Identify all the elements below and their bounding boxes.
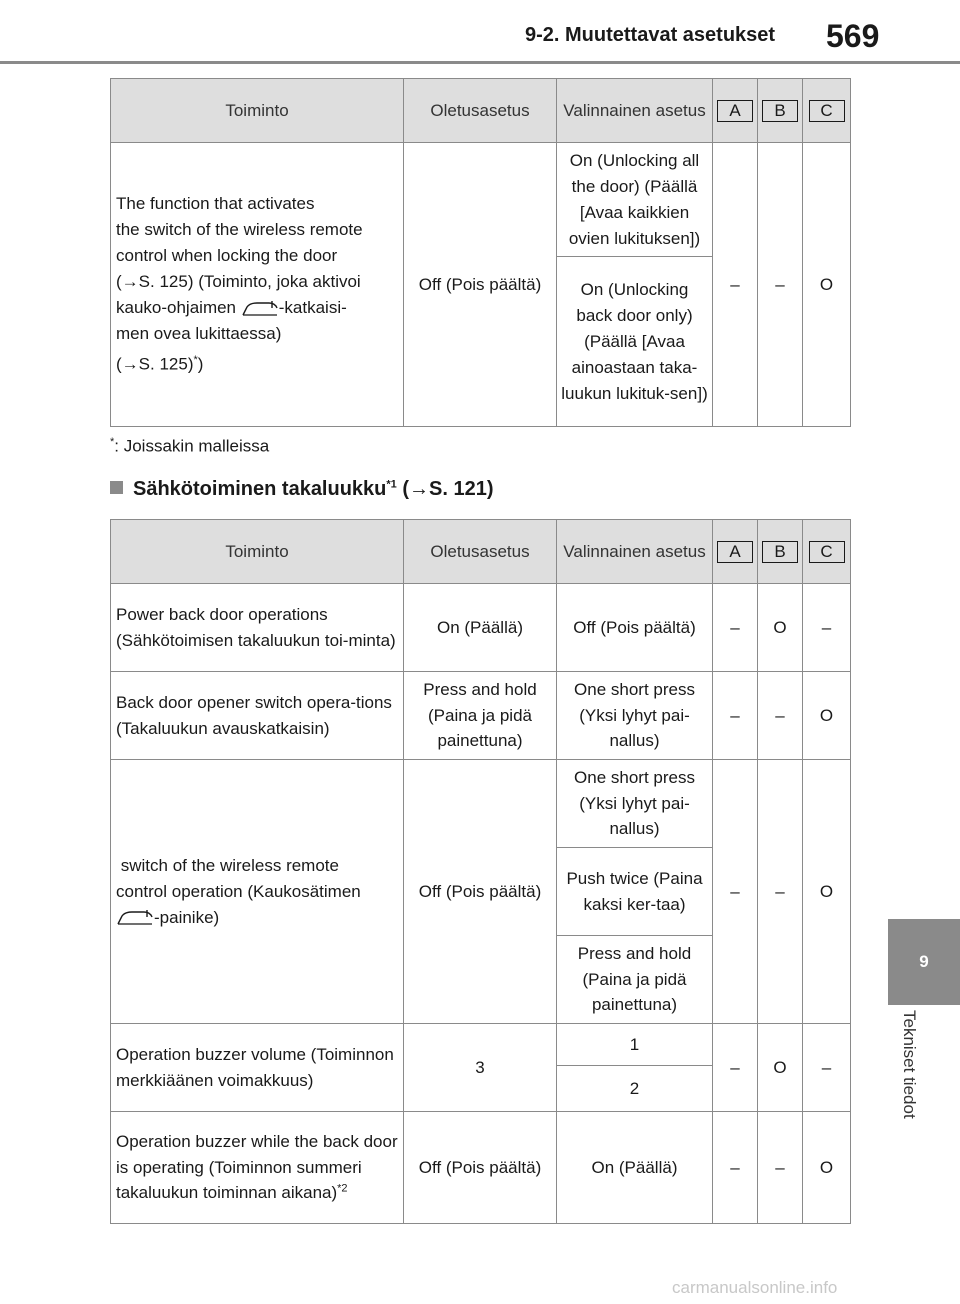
col-c-cell: O — [803, 143, 851, 427]
col-a-cell: – — [713, 760, 758, 1024]
default-cell: Off (Pois päältä) — [404, 143, 557, 427]
chapter-tab — [888, 919, 960, 1005]
header-col-c: C — [803, 79, 851, 143]
arrow-icon: → — [121, 354, 139, 374]
col-b-cell: – — [758, 672, 803, 760]
table-row — [111, 1024, 851, 1066]
header-default: Oletusasetus — [404, 79, 557, 143]
function-cell: Operation buzzer volume (Toiminnon merkkiäänen voimakkuus) — [111, 1024, 404, 1112]
table-row — [111, 760, 851, 848]
function-cell: Power back door operations (Sähkötoimisen takaluukun toi-minta) — [111, 584, 404, 672]
header-col-b: B — [758, 520, 803, 584]
col-a-cell: – — [713, 584, 758, 672]
section-heading: Sähkötoiminen takaluukku$^{*1}$ (→S. 121) — [110, 478, 494, 501]
table-row — [111, 584, 851, 672]
section-header-title: 9-2. Muutettavat asetukset — [525, 24, 776, 46]
col-a-cell: – — [713, 672, 758, 760]
default-cell: Off (Pois päältä) — [404, 1112, 557, 1224]
col-b-cell: – — [758, 760, 803, 1024]
option-cell: On (Unlocking back door only) (Päällä [Avaa ainoastaan taka-luukun lukituk-sen]) — [557, 257, 713, 427]
function-cell: Back door opener switch opera-tions (Takaluukun avauskatkaisin) — [111, 672, 404, 760]
option-cell: On (Unlocking all the door) (Päällä [Avaa kaikkien ovien lukituksen]) — [557, 143, 713, 257]
function-cell: Operation buzzer while the back door is operating (Toiminnon summeri takaluukun toiminnan aikana)$^{*2}$ — [111, 1112, 404, 1224]
chapter-title: Tekniset tiedot — [900, 1010, 919, 1119]
col-b-cell: O — [758, 1024, 803, 1112]
header-optional: Valinnainen asetus — [557, 520, 713, 584]
header-function: Toiminto — [111, 520, 404, 584]
col-c-cell: O — [803, 760, 851, 1024]
option-cell: Off (Pois päältä) — [557, 584, 713, 672]
option-cell: One short press (Yksi lyhyt pai-nallus) — [557, 760, 713, 848]
table-header-row — [111, 520, 851, 584]
header-col-c: C — [803, 520, 851, 584]
default-cell: 3 — [404, 1024, 557, 1112]
function-cell: The function that activates the switch of the wireless remote control when locking the door (→S. 125) (Toiminto, joka aktivoi kauko-ohjaimen -katkaisi- men ovea lukittaessa) (→S. 125)*) — [111, 143, 404, 427]
arrow-icon: → — [121, 272, 139, 292]
col-a-cell: – — [713, 143, 758, 427]
option-cell: Press and hold (Paina ja pidä painettuna) — [557, 936, 713, 1024]
option-cell: On (Päällä) — [557, 1112, 713, 1224]
col-a-cell: – — [713, 1024, 758, 1112]
car-back-door-icon — [241, 300, 279, 318]
col-b-cell: O — [758, 584, 803, 672]
page-number: 569 — [826, 18, 880, 54]
col-b-cell: – — [758, 1112, 803, 1224]
table-row — [111, 143, 851, 257]
option-cell: 1 — [557, 1024, 713, 1066]
settings-table-2 — [110, 519, 851, 1224]
col-c-cell: O — [803, 672, 851, 760]
footnote: *: Joissakin malleissa — [110, 436, 270, 456]
settings-table-1 — [110, 78, 851, 427]
default-cell: On (Päällä) — [404, 584, 557, 672]
header-default: Oletusasetus — [404, 520, 557, 584]
header-col-a: A — [713, 79, 758, 143]
header-col-a: A — [713, 520, 758, 584]
col-c-cell: – — [803, 584, 851, 672]
col-c-cell: O — [803, 1112, 851, 1224]
col-b-cell: – — [758, 143, 803, 427]
arrow-icon: → — [409, 478, 430, 500]
table-row — [111, 1112, 851, 1224]
header-divider — [0, 61, 960, 64]
chapter-number: 9 — [919, 952, 929, 971]
square-bullet-icon — [110, 481, 123, 494]
col-a-cell: – — [713, 1112, 758, 1224]
option-cell: One short press (Yksi lyhyt pai-nallus) — [557, 672, 713, 760]
option-cell: 2 — [557, 1066, 713, 1112]
car-back-door-icon — [116, 909, 154, 927]
header-function: Toiminto — [111, 79, 404, 143]
function-cell: switch of the wireless remote control operation (Kaukosätimen -painike) — [111, 760, 404, 1024]
col-c-cell: – — [803, 1024, 851, 1112]
default-cell: Press and hold (Paina ja pidä painettuna) — [404, 672, 557, 760]
table-header-row — [111, 79, 851, 143]
table-row — [111, 672, 851, 760]
default-cell: Off (Pois päältä) — [404, 760, 557, 1024]
watermark: carmanualsonline.info — [672, 1278, 838, 1297]
header-col-b: B — [758, 79, 803, 143]
option-cell: Push twice (Paina kaksi ker-taa) — [557, 848, 713, 936]
header-optional: Valinnainen asetus — [557, 79, 713, 143]
